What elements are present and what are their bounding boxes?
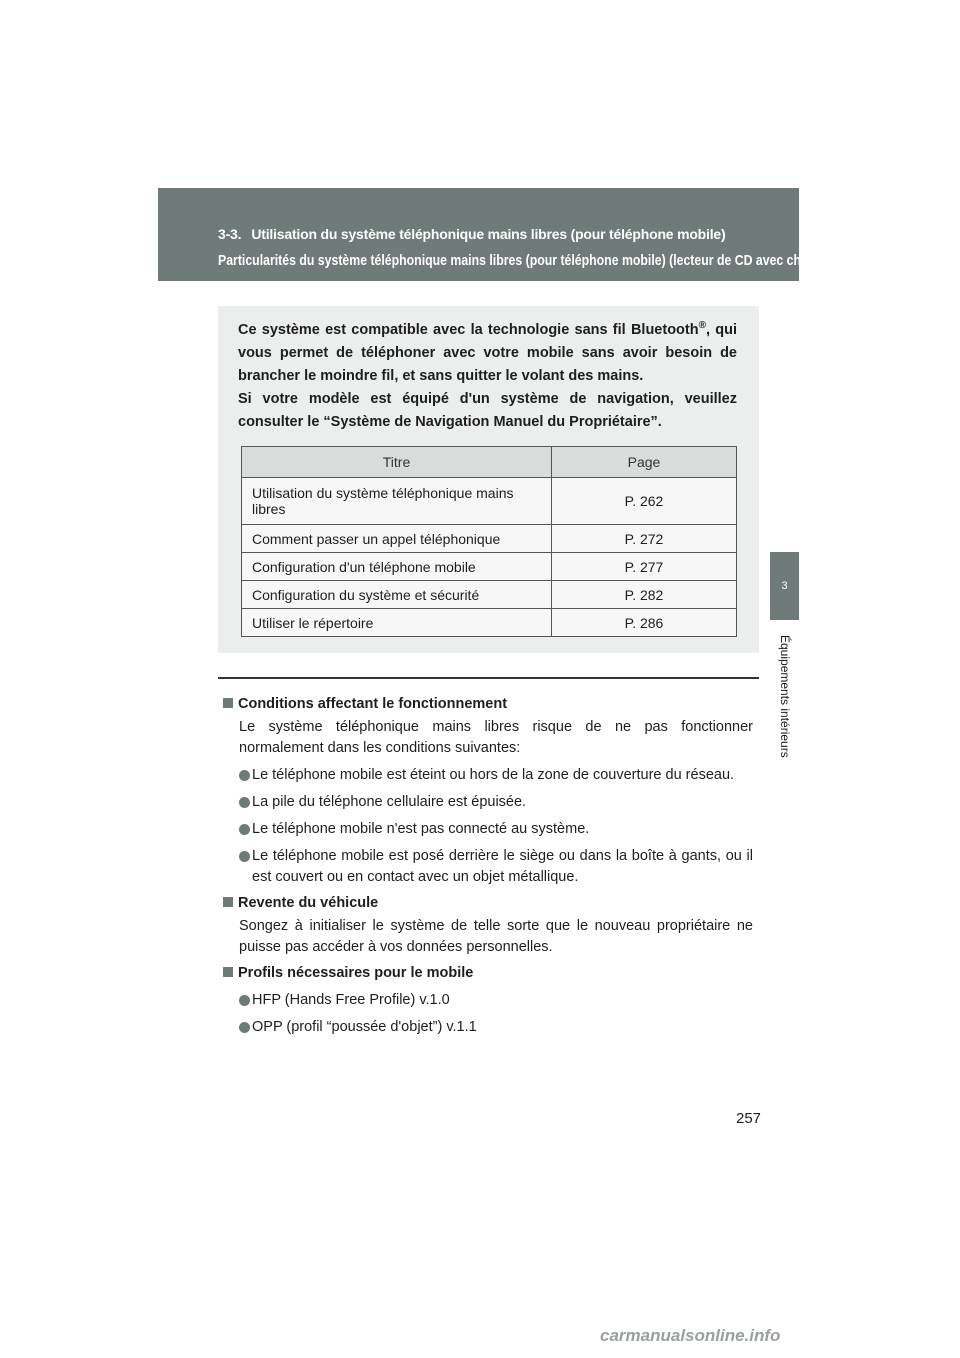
list-item-text: Le téléphone mobile n'est pas connecté au système.: [252, 821, 590, 837]
circle-bullet-icon: [239, 824, 250, 835]
section-heading-text: Conditions affectant le fonctionnement: [238, 696, 508, 712]
section-title-text: Utilisation du système téléphonique mains libres (pour téléphone mobile): [251, 226, 726, 242]
intro-text: [238, 314, 737, 434]
circle-bullet-icon: [239, 797, 250, 808]
list-item-text: Le téléphone mobile est éteint ou hors de la zone de couverture du réseau.: [252, 767, 735, 783]
circle-bullet-icon: [239, 995, 250, 1006]
toc-title-cell: Comment passer un appel téléphonique: [242, 525, 552, 553]
list-item: [239, 1017, 753, 1038]
list-item-text: OPP (profil “poussée d'objet”) v.1.1: [252, 1019, 477, 1035]
section-conditions: [223, 693, 753, 888]
main-content: [223, 693, 753, 1042]
toc-page-cell: P. 277: [552, 553, 737, 581]
list-item: [239, 819, 753, 840]
toc-title-cell: Configuration d'un téléphone mobile: [242, 553, 552, 581]
section-heading-text: Profils nécessaires pour le mobile: [238, 965, 474, 981]
list-item: [239, 792, 753, 813]
page-number: 257: [736, 1110, 762, 1127]
table-row[interactable]: [242, 553, 737, 581]
square-bullet-icon: [223, 698, 233, 708]
circle-bullet-icon: [239, 1022, 250, 1033]
toc-page-cell: P. 286: [552, 609, 737, 637]
toc-title-cell: Utiliser le répertoire: [242, 609, 552, 637]
section-revente: [223, 892, 753, 958]
toc-page-cell: P. 272: [552, 525, 737, 553]
list-item-text: La pile du téléphone cellulaire est épuisée.: [252, 794, 527, 810]
list-item: [239, 765, 753, 786]
intro-paragraph-2: Si votre modèle est équipé d'un système de navigation, veuillez consulter le “Système de Navigation Manuel du Propriétaire”.: [238, 390, 737, 430]
toc-title-cell: Utilisation du système téléphonique mains libres: [242, 478, 552, 525]
watermark: carmanualsonline.info: [600, 1326, 781, 1345]
section-heading: [223, 892, 753, 914]
section-text: Songez à initialiser le système de telle sorte que le nouveau propriétaire ne puisse pas accéder à vos données personnelles.: [239, 918, 753, 955]
toc-table: [241, 446, 737, 637]
section-divider: [218, 677, 759, 679]
chapter-tab[interactable]: 3: [770, 552, 799, 620]
intro-line1-pre: Ce système est compatible avec la technologie sans fil Bluetooth: [238, 321, 699, 338]
page-subtitle: Particularités du système téléphonique mains libres (pour téléphone mobile) (lecteur de CD avec chargeur uniquement): [218, 252, 917, 269]
table-row[interactable]: [242, 525, 737, 553]
square-bullet-icon: [223, 897, 233, 907]
section-title: [218, 226, 725, 242]
section-heading: [223, 693, 753, 715]
toc-header-title: Titre: [242, 447, 552, 478]
toc-title-cell: Configuration du système et sécurité: [242, 581, 552, 609]
toc-header-row: [242, 447, 737, 478]
table-row[interactable]: [242, 478, 737, 525]
list-item-text: HFP (Hands Free Profile) v.1.0: [252, 992, 450, 1008]
section-heading-text: Revente du véhicule: [238, 895, 379, 911]
square-bullet-icon: [223, 967, 233, 977]
toc-page-cell: P. 262: [552, 478, 737, 525]
list-item: [239, 990, 753, 1011]
toc-header-page: Page: [552, 447, 737, 478]
registered-mark: ®: [698, 320, 706, 331]
intro-line1-post: , qui vous permet de téléphoner avec votre mobile sans avoir besoin de brancher le moindre fil, et sans quitter le volant des mains.: [238, 321, 737, 384]
section-heading: [223, 962, 753, 984]
list-item-text: Le téléphone mobile est posé derrière le siège ou dans la boîte à gants, ou il est couvert ou en contact avec un objet métallique.: [252, 848, 753, 885]
toc-page-cell: P. 282: [552, 581, 737, 609]
section-text: Le système téléphonique mains libres risque de ne pas fonctionner normalement dans les conditions suivantes:: [239, 719, 753, 756]
section-number: 3-3.: [218, 226, 242, 242]
table-row[interactable]: [242, 581, 737, 609]
section-profils: [223, 962, 753, 1038]
circle-bullet-icon: [239, 851, 250, 862]
table-row[interactable]: [242, 609, 737, 637]
circle-bullet-icon: [239, 770, 250, 781]
chapter-label: Équipements intérieurs: [778, 635, 792, 758]
intro-paragraph-1: [238, 314, 737, 388]
list-item: [239, 846, 753, 888]
